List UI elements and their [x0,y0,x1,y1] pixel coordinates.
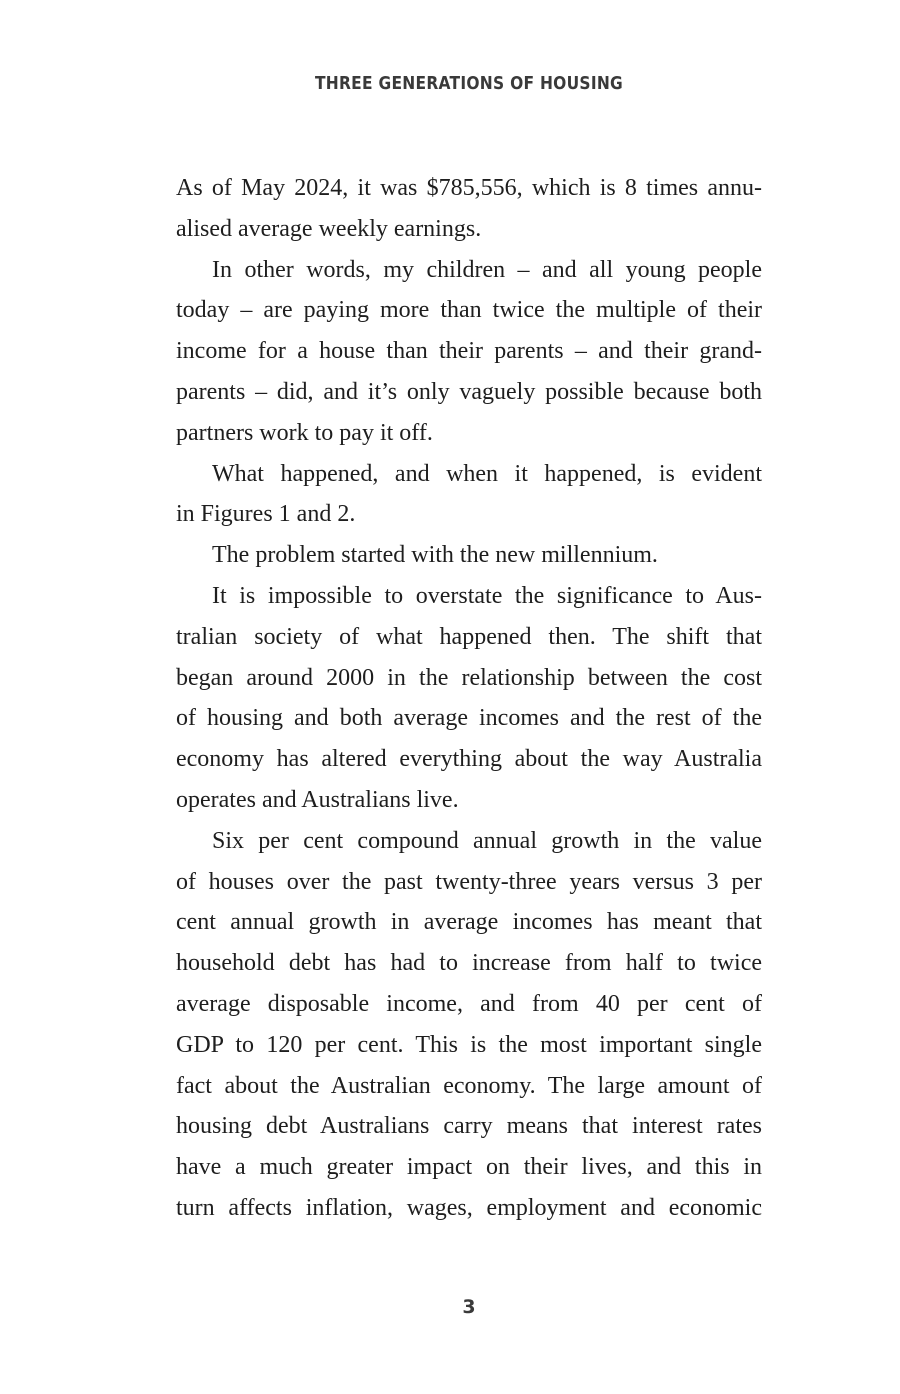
text-line: average disposable income, and from 40 per cent of [176,990,762,1017]
text-line: The problem started with the new millennium. [212,542,658,569]
page-number: 3 [462,1296,476,1318]
text-line: cent annual growth in average incomes has meant that [176,909,762,936]
text-line: began around 2000 in the relationship between the cost [176,664,762,691]
text-line: GDP to 120 per cent. This is the most important single [176,1031,762,1058]
text-line: have a much greater impact on their lives, and this in [176,1154,762,1181]
text-line: of houses over the past twenty-three years versus 3 per [176,868,762,895]
text-line: It is impossible to overstate the significance to Aus- [212,582,762,609]
running-head: THREE GENERATIONS OF HOUSING [314,73,624,94]
text-line: In other words, my children – and all young people [212,256,762,283]
text-line: turn affects inflation, wages, employment and economic [176,1194,762,1221]
text-line: parents – did, and it’s only vaguely possible because both [176,378,762,405]
text-line: tralian society of what happened then. The shift that [176,623,762,650]
text-line: partners work to pay it off. [176,419,433,446]
text-line: income for a house than their parents – and their grand- [176,338,762,365]
text-line: Six per cent compound annual growth in the value [212,827,762,854]
body-text [176,168,762,1229]
text-line: As of May 2024, it was $785,556, which is 8 times annu- [176,175,762,201]
text-line: housing debt Australians carry means that interest rates [176,1113,762,1140]
text-line: fact about the Australian economy. The large amount of [176,1072,762,1099]
text-line: of housing and both average incomes and the rest of the [176,705,762,732]
text-line: household debt has had to increase from half to twice [176,950,762,977]
text-line: alised average weekly earnings. [176,215,482,242]
text-line: today – are paying more than twice the multiple of their [176,297,762,324]
text-line: economy has altered everything about the way Australia [176,746,762,773]
text-line: in Figures 1 and 2. [176,501,356,528]
text-line: operates and Australians live. [176,786,459,813]
text-line: What happened, and when it happened, is evident [212,460,762,487]
